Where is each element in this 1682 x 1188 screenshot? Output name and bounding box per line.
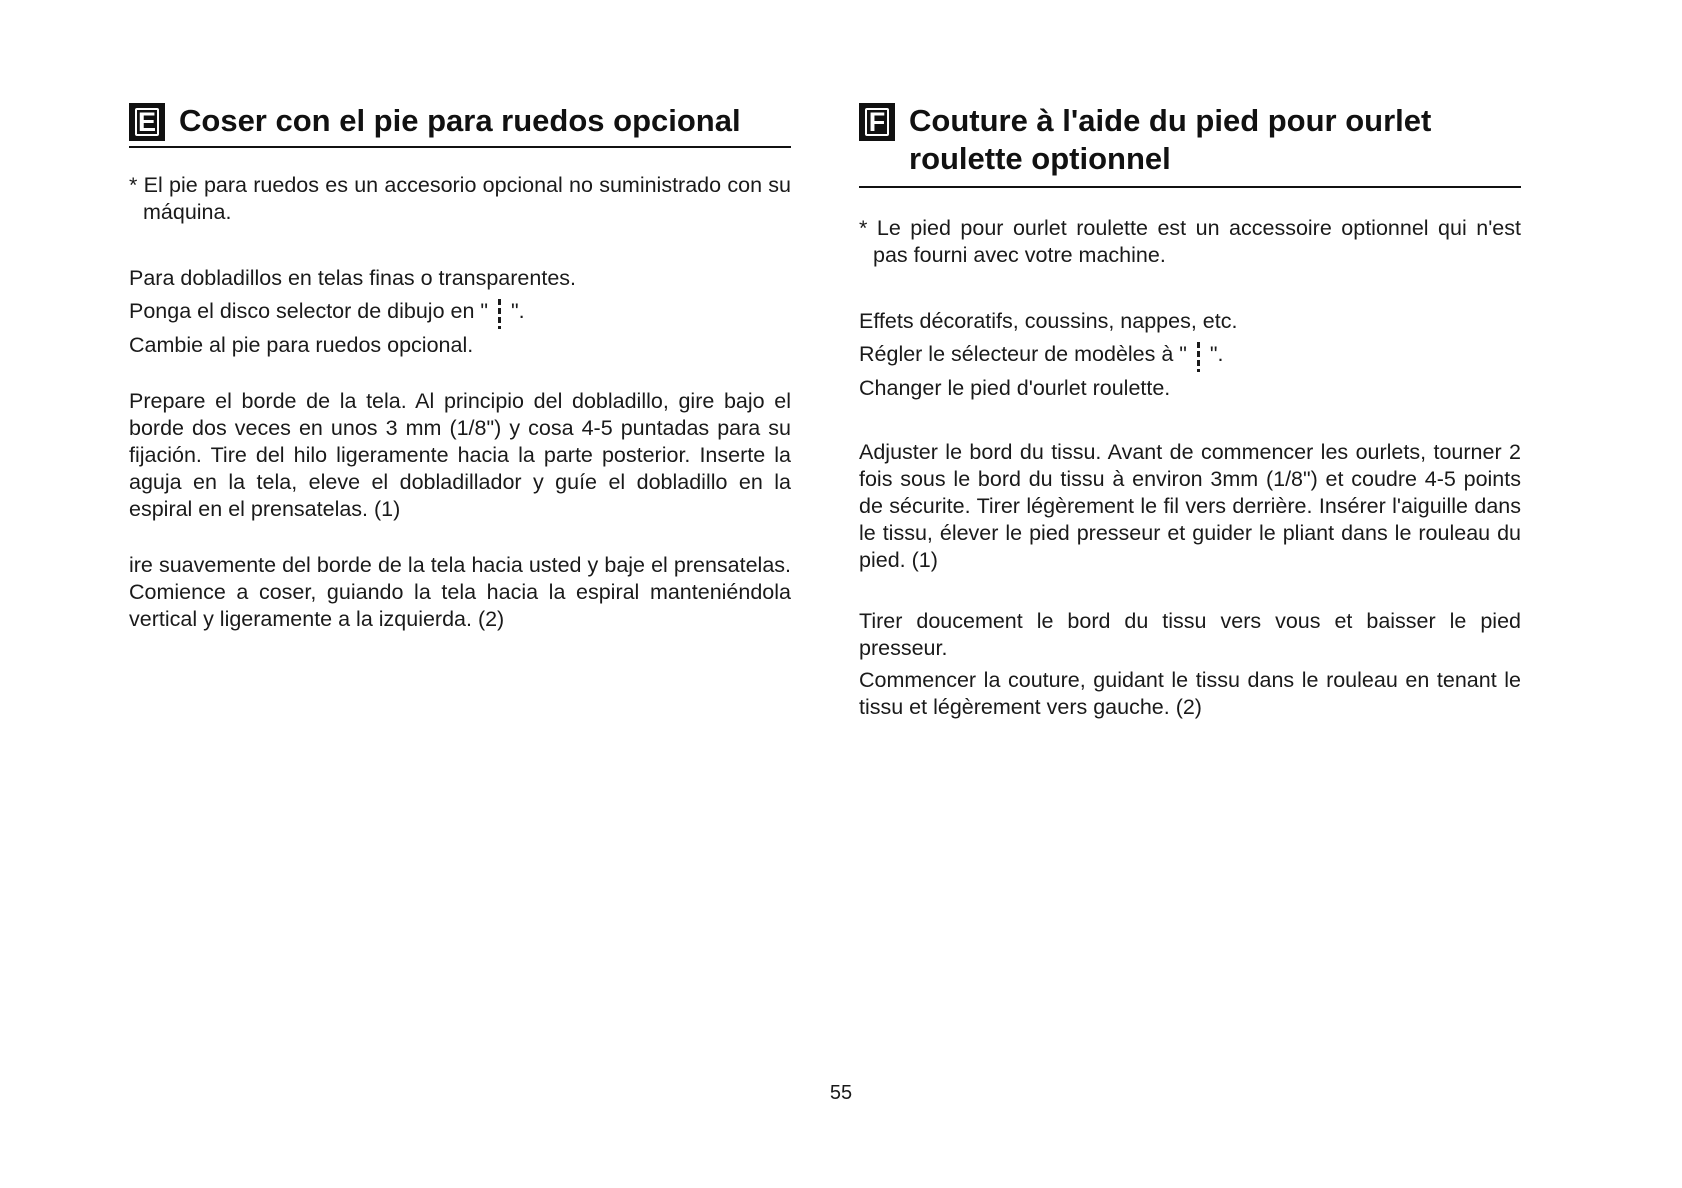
section-e-letter: E (135, 108, 159, 136)
spanish-section-title: Coser con el pie para ruedos opcional (179, 103, 741, 138)
french-note: * Le pied pour ourlet roulette est un accessoire optionnel qui n'est pas fourni avec votre machine. (859, 216, 1521, 267)
french-intro-line-2 (859, 338, 1521, 372)
french-intro (859, 305, 1521, 405)
section-f-letter: F (865, 108, 889, 136)
spanish-note: * El pie para ruedos es un accesorio opcional no suministrado con su máquina. (129, 173, 791, 224)
spanish-section (129, 102, 791, 633)
page-number: 55 (829, 1082, 853, 1104)
french-selector-quote-end: ". (1209, 342, 1224, 366)
spanish-selector-quote-end: ". (511, 299, 525, 323)
french-paragraph-1: Adjuster le bord du tissu. Avant de commencer les ourlets, tourner 2 fois sous le bord du tissu à environ 3mm (1/8") et coudre 4-5 points de sécurite. Tirer légèrement le fil vers derrière. Insérer l'aiguille dans le tissu, élever le pied presseur et guider le pliant dans le rouleau du pied. (1) (859, 440, 1521, 572)
spanish-intro-line-1: Para dobladillos en telas finas o transparentes. (129, 266, 576, 290)
french-paragraph-3: Commencer la couture, guidant le tissu dans le rouleau en tenant le tissu et légèrement vers gauche. (2) (859, 668, 1521, 719)
french-intro-line-3: Changer le pied d'ourlet roulette. (859, 376, 1171, 400)
french-selector-text: Régler le sélecteur de modèles à " (859, 342, 1187, 366)
spanish-paragraph-2: ire suavemente del borde de la tela hacia usted y baje el prensatelas. Comience a coser, guiando la tela hacia la espiral manteniéndola vertical y ligeramente a la izquierda. (2) (129, 553, 791, 631)
spanish-paragraph-1: Prepare el borde de la tela. Al principio del dobladillo, gire bajo el borde dos veces en unos 3 mm (1/8") y cosa 4-5 puntadas para su fijación. Tire del hilo ligeramente hacia la parte posterior. Inserte la aguja en la tela, eleve el dobladillador y guíe el dobladillo en la espiral en el prensatelas. (1) (129, 389, 791, 521)
spanish-intro-line-2 (129, 295, 791, 329)
french-section (859, 102, 1521, 721)
french-intro-line-1: Effets décoratifs, coussins, nappes, etc. (859, 309, 1238, 333)
french-section-header (859, 102, 1521, 178)
section-e-badge (129, 103, 165, 141)
section-f-badge (859, 103, 895, 141)
spanish-section-header (129, 102, 791, 141)
french-paragraph-2: Tirer doucement le bord du tissu vers vous et baisser le pied presseur. (859, 609, 1521, 660)
spanish-selector-text: Ponga el disco selector de dibujo en " (129, 299, 489, 323)
spanish-intro (129, 262, 791, 362)
spanish-intro-line-3: Cambie al pie para ruedos opcional. (129, 333, 474, 357)
french-section-title: Couture à l'aide du pied pour ourlet roulette optionnel (909, 103, 1432, 176)
french-title-rule (859, 186, 1521, 188)
straight-stitch-icon (498, 299, 501, 329)
spanish-title-rule (129, 146, 791, 148)
straight-stitch-icon (1197, 342, 1200, 372)
